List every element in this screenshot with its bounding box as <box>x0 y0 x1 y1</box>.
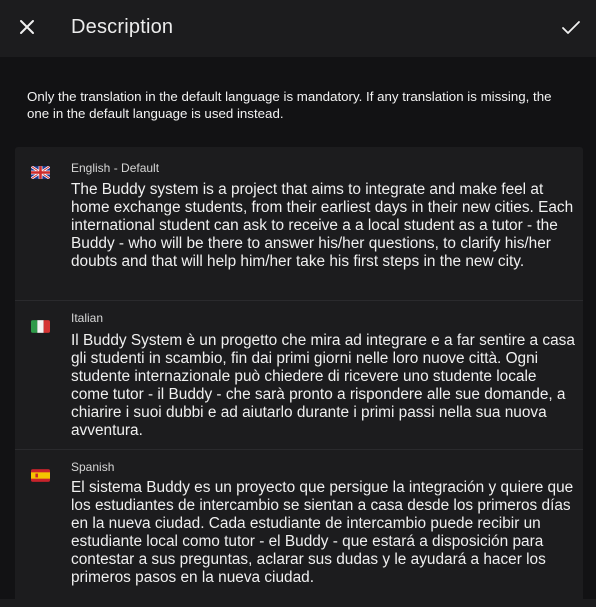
translation-language-label: English - Default <box>71 161 160 175</box>
spain-flag-icon <box>31 469 50 482</box>
app-header <box>0 0 596 57</box>
description-content <box>0 57 596 599</box>
translation-language-label: Italian <box>71 311 104 325</box>
default-language-notice: Only the translation in the default language is mandatory. If any translation is missing, the one in the default language is used instead. <box>27 89 552 121</box>
translation-item-italian[interactable] <box>15 301 583 450</box>
translation-language-label: Spanish <box>71 460 115 474</box>
close-icon <box>19 19 35 35</box>
uk-flag-icon <box>31 166 50 179</box>
translation-list <box>15 147 583 607</box>
check-icon <box>561 20 581 36</box>
translation-text[interactable]: El sistema Buddy es un proyecto que persigue la integración y quiere que los estudiantes de intercambio se sientan a casa desde los primeros días en la nueva ciudad. Cada estudiante de intercambio puede recibir un estudiante local como tutor - el Buddy - que estará a disposición para contestar a sus preguntas, aclarar sus dudas y le ayudará a hacer los primeros pasos en la nueva ciudad. <box>71 479 574 586</box>
close-button[interactable] <box>17 17 37 37</box>
page-title: Description <box>71 16 174 38</box>
translation-text[interactable]: Il Buddy System è un progetto che mira ad integrare e a far sentire a casa gli studenti in scambio, fin dai primi giorni nelle loro nuove città. Ogni studente internazionale può chiedere di ricevere uno studente locale come tutor - il Buddy - che sarà pronto a rispondere alle sue domande, a chiarire i suoi dubbi e ad aiutarlo durante i primi passi nella sua nuova avventura. <box>71 332 575 439</box>
confirm-button[interactable] <box>560 17 582 39</box>
translation-item-english[interactable] <box>15 147 583 301</box>
translation-text[interactable]: The Buddy system is a project that aims to integrate and make feel at home exchange students, from their earliest days in their new cities. Each international student can ask to receive a a local student as a tutor - the Buddy - who will be there to answer his/her questions, to clarify his/her doubts and that will help him/her take his first steps in the new city. <box>71 181 574 270</box>
translation-item-spanish[interactable] <box>15 450 583 607</box>
italy-flag-icon <box>31 320 50 333</box>
